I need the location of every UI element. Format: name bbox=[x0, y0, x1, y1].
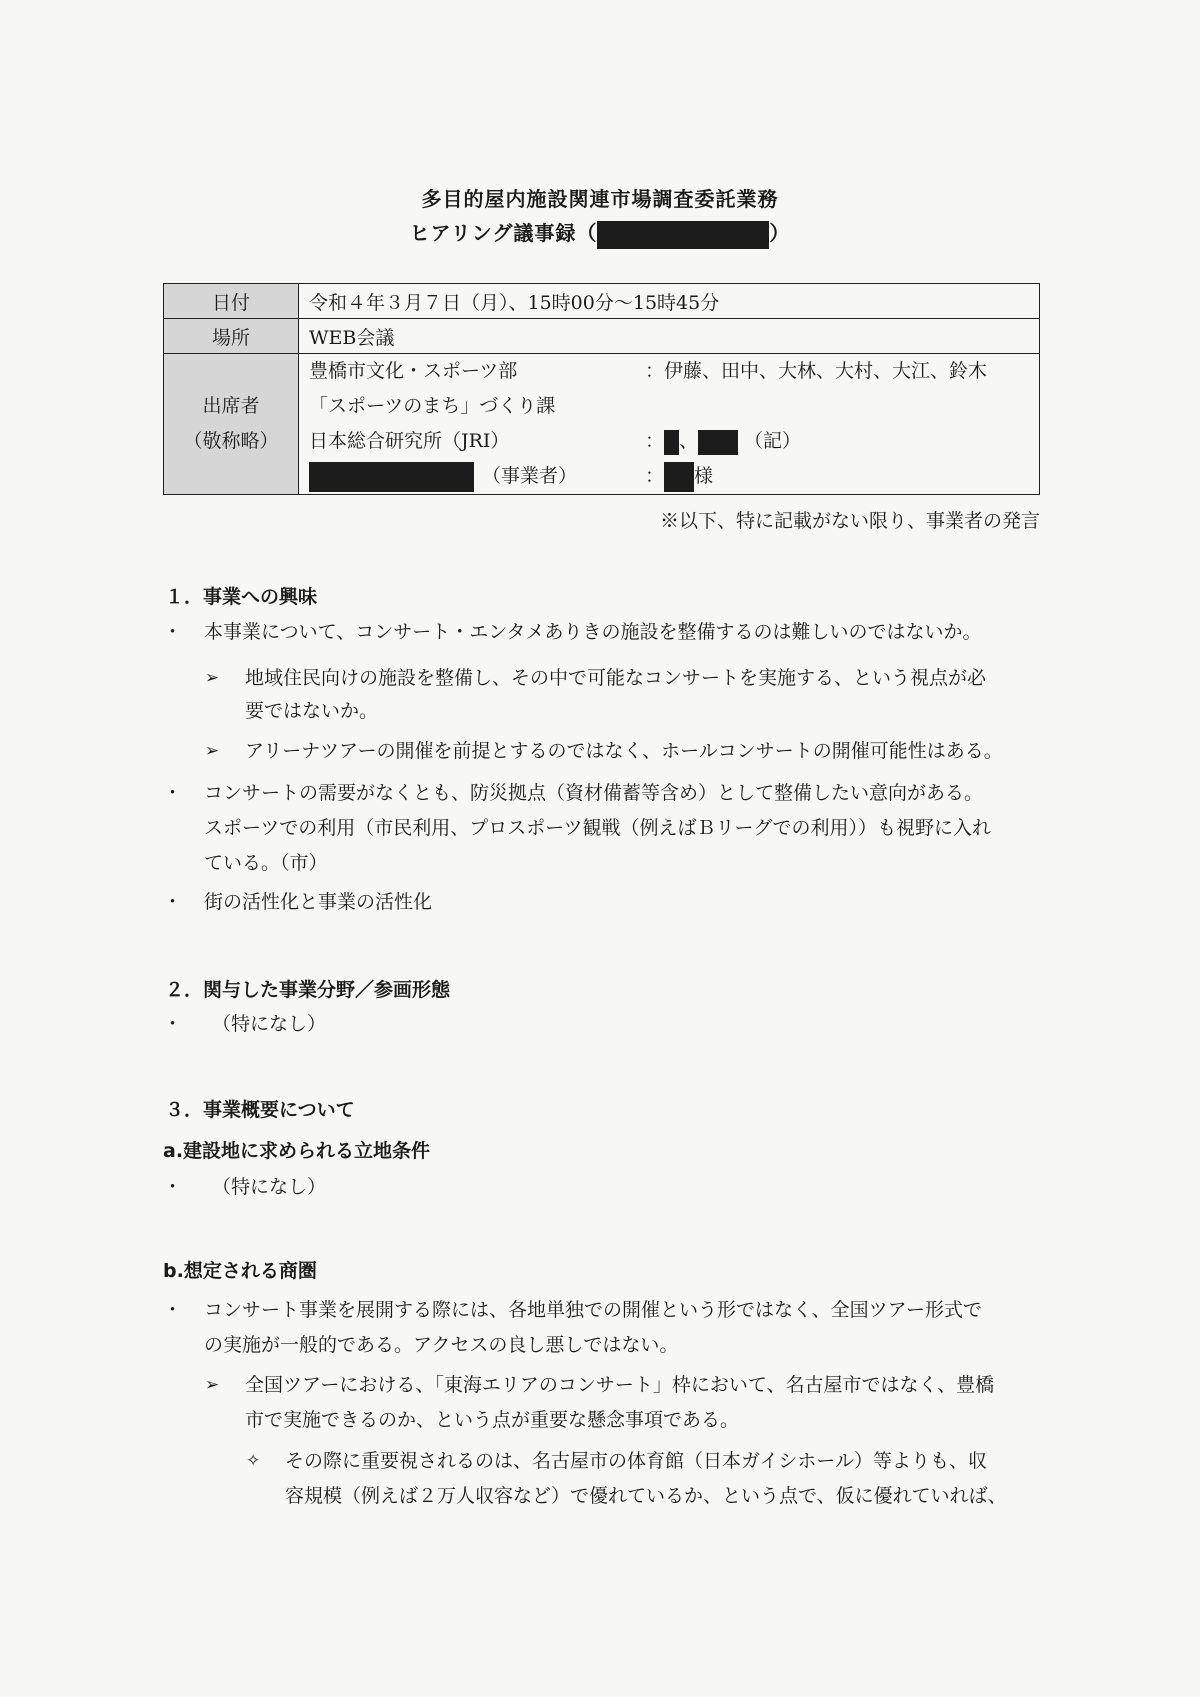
sec1-bullet-1: 本事業について、コンサート・エンタメありきの施設を整備するのは難しいのではないか。 bbox=[204, 621, 982, 643]
redaction-box bbox=[664, 462, 694, 492]
redaction-box bbox=[309, 462, 474, 492]
bullet-dot: ・ bbox=[163, 1176, 183, 1198]
bullet-dot: ・ bbox=[163, 782, 183, 804]
bullet-dot: ・ bbox=[163, 621, 183, 643]
arrow-bullet-icon: ➢ bbox=[205, 1375, 220, 1395]
sec3b-bullet-1-line1: コンサート事業を展開する際には、各地単独での開催という形ではなく、全国ツアー形式で bbox=[204, 1299, 983, 1321]
org2-separator: 、 bbox=[679, 430, 699, 452]
org1-line2: 「スポーツのまち」づくり課 bbox=[309, 395, 556, 417]
arrow-bullet-icon: ➢ bbox=[205, 668, 220, 688]
place-label: 場所 bbox=[164, 319, 299, 354]
attendees-label-line2: （敬称略） bbox=[183, 430, 279, 452]
bullet-dot: ・ bbox=[163, 891, 183, 913]
sec1-bullet-2-line2: スポーツでの利用（市民利用、プロスポーツ観戦（例えばＢリーグでの利用））も視野に入れ bbox=[204, 817, 991, 839]
attendee-line-4 bbox=[309, 459, 1029, 494]
sec1-bullet-2-line3: ている。（市） bbox=[204, 852, 328, 874]
redaction-box bbox=[664, 430, 679, 455]
attendee-line-1 bbox=[309, 354, 1029, 389]
attendees-value bbox=[299, 354, 1040, 495]
document-title: 多目的屋内施設関連市場調査委託業務 bbox=[421, 187, 779, 211]
org3-colon: ： bbox=[645, 465, 665, 487]
sec3b-arrow-1-line2: 市で実施できるのか、という点が重要な懸念事項である。 bbox=[245, 1409, 740, 1431]
sec3a-bullet-1: （特になし） bbox=[212, 1176, 327, 1198]
document-subtitle bbox=[0, 217, 1200, 249]
org2-name: 日本総合研究所（JRI） bbox=[309, 430, 510, 452]
attendee-line-3 bbox=[309, 424, 1029, 459]
sec2-bullet-1: （特になし） bbox=[212, 1013, 327, 1035]
subsection-b-heading: b.想定される商圏 bbox=[163, 1260, 317, 1282]
org3-suffix: （事業者） bbox=[482, 465, 578, 487]
redaction-box bbox=[597, 221, 769, 249]
place-value: WEB会議 bbox=[299, 319, 1040, 354]
org2-note: （記） bbox=[744, 430, 802, 452]
subtitle-suffix: ） bbox=[769, 221, 791, 245]
attendees-row bbox=[164, 354, 1040, 495]
org2-attendees bbox=[645, 424, 801, 459]
date-row bbox=[164, 284, 1040, 319]
redaction-box bbox=[698, 430, 738, 455]
org3-honorific: 様 bbox=[694, 465, 714, 487]
section-2-heading: ２．関与した事業分野／参画形態 bbox=[165, 979, 451, 1001]
sec1-arrow-1-line1: 地域住民向けの施設を整備し、その中で可能なコンサートを実施する、という視点が必 bbox=[245, 667, 987, 689]
org2-colon: ： bbox=[645, 430, 665, 452]
attendee-line-2 bbox=[309, 389, 1029, 424]
arrow-bullet-icon: ➢ bbox=[205, 741, 220, 761]
section-3-heading: ３．事業概要について bbox=[165, 1099, 355, 1121]
org1-line1: 豊橋市文化・スポーツ部 bbox=[309, 360, 518, 382]
sec1-bullet-3: 街の活性化と事業の活性化 bbox=[204, 891, 433, 913]
section-1-heading: １．事業への興味 bbox=[165, 586, 318, 608]
date-label: 日付 bbox=[164, 284, 299, 319]
meeting-info-table bbox=[163, 283, 1040, 495]
org1-names: ：伊藤、田中、大林、大村、大江、鈴木 bbox=[645, 360, 988, 382]
attendees-label bbox=[164, 354, 299, 495]
attendees-label-line1: 出席者 bbox=[202, 395, 260, 417]
subsection-a-heading: a.建設地に求められる立地条件 bbox=[163, 1140, 431, 1162]
sec3b-diamond-1-line1: その際に重要視されるのは、名古屋市の体育館（日本ガイシホール）等よりも、収 bbox=[285, 1450, 988, 1472]
place-row bbox=[164, 319, 1040, 354]
bullet-dot: ・ bbox=[163, 1013, 183, 1035]
sec1-arrow-2: アリーナツアーの開催を前提とするのではなく、ホールコンサートの開催可能性はある。 bbox=[245, 740, 1003, 762]
speaker-note: ※以下、特に記載がない限り、事業者の発言 bbox=[659, 510, 1040, 532]
subtitle-prefix: ヒアリング議事録（ bbox=[409, 221, 598, 245]
diamond-bullet-icon: ✧ bbox=[246, 1451, 261, 1471]
date-value: 令和４年３月７日（月）、15時00分～15時45分 bbox=[299, 284, 1040, 319]
sec1-bullet-2-line1: コンサートの需要がなくとも、防災拠点（資材備蓄等含め）として整備したい意向がある。 bbox=[204, 782, 984, 804]
sec3b-arrow-1-line1: 全国ツアーにおける、「東海エリアのコンサート」枠において、名古屋市ではなく、豊橋 bbox=[245, 1374, 995, 1396]
org3-attendees bbox=[645, 459, 713, 494]
sec3b-bullet-1-line2: の実施が一般的である。アクセスの良し悪しではない。 bbox=[204, 1334, 679, 1356]
bullet-dot: ・ bbox=[163, 1299, 183, 1321]
sec3b-diamond-1-line2: 容規模（例えば２万人収容など）で優れているか、という点で、仮に優れていれば、 bbox=[285, 1485, 1007, 1507]
sec1-arrow-1-line2: 要ではないか。 bbox=[245, 700, 379, 722]
